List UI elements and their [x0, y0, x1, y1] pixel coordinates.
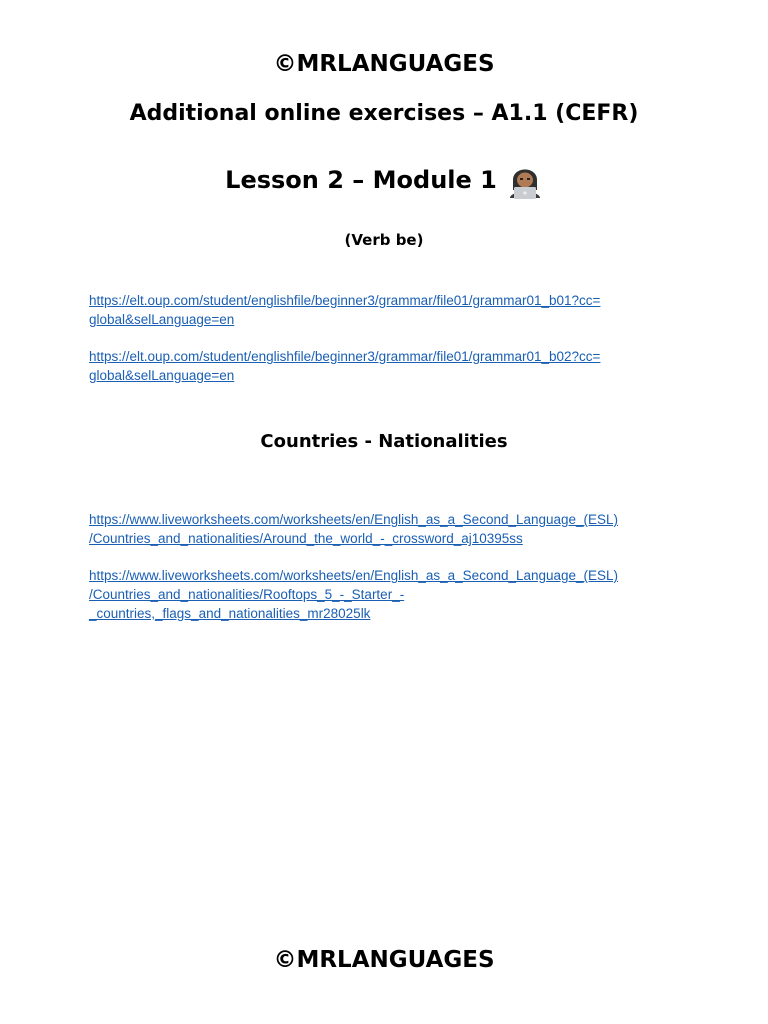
countries-link-2-line-3[interactable]: _countries,_flags_and_nationalities_mr28025lk: [89, 606, 371, 621]
verb-link-1-line-1[interactable]: https://elt.oup.com/student/englishfile/beginner3/grammar/file01/grammar01_b01?cc=: [89, 293, 601, 308]
section-countries-title: Countries - Nationalities: [260, 431, 508, 452]
verb-link-2-line-2[interactable]: global&selLanguage=en: [89, 368, 235, 383]
verb-link-1-line-2[interactable]: global&selLanguage=en: [89, 312, 235, 327]
brand-footer: ©MRLANGUAGES: [273, 947, 495, 973]
verb-link-2-line-1[interactable]: https://elt.oup.com/student/englishfile/beginner3/grammar/file01/grammar01_b02?cc=: [89, 349, 601, 364]
countries-link-1-line-2[interactable]: /Countries_and_nationalities/Around_the_world_-_crossword_aj10395ss: [89, 531, 523, 546]
countries-link-2[interactable]: [89, 566, 689, 623]
verb-link-2[interactable]: [89, 347, 689, 385]
lesson-title: Lesson 2 – Module 1: [225, 166, 497, 194]
section-verb-title: (Verb be): [344, 231, 424, 249]
technologist-laptop-icon: [507, 160, 543, 200]
verb-link-1[interactable]: [89, 291, 689, 329]
document-subtitle: Additional online exercises – A1.1 (CEFR): [129, 101, 639, 126]
countries-link-1[interactable]: [89, 510, 689, 548]
countries-link-1-line-1[interactable]: https://www.liveworksheets.com/worksheets/en/English_as_a_Second_Language_(ESL): [89, 512, 619, 527]
countries-link-2-line-1[interactable]: https://www.liveworksheets.com/worksheets/en/English_as_a_Second_Language_(ESL): [89, 568, 619, 583]
lesson-title-row: [0, 160, 768, 200]
countries-link-2-line-2[interactable]: /Countries_and_nationalities/Rooftops_5_-_Starter_-: [89, 587, 405, 602]
brand-header: ©MRLANGUAGES: [273, 51, 495, 77]
